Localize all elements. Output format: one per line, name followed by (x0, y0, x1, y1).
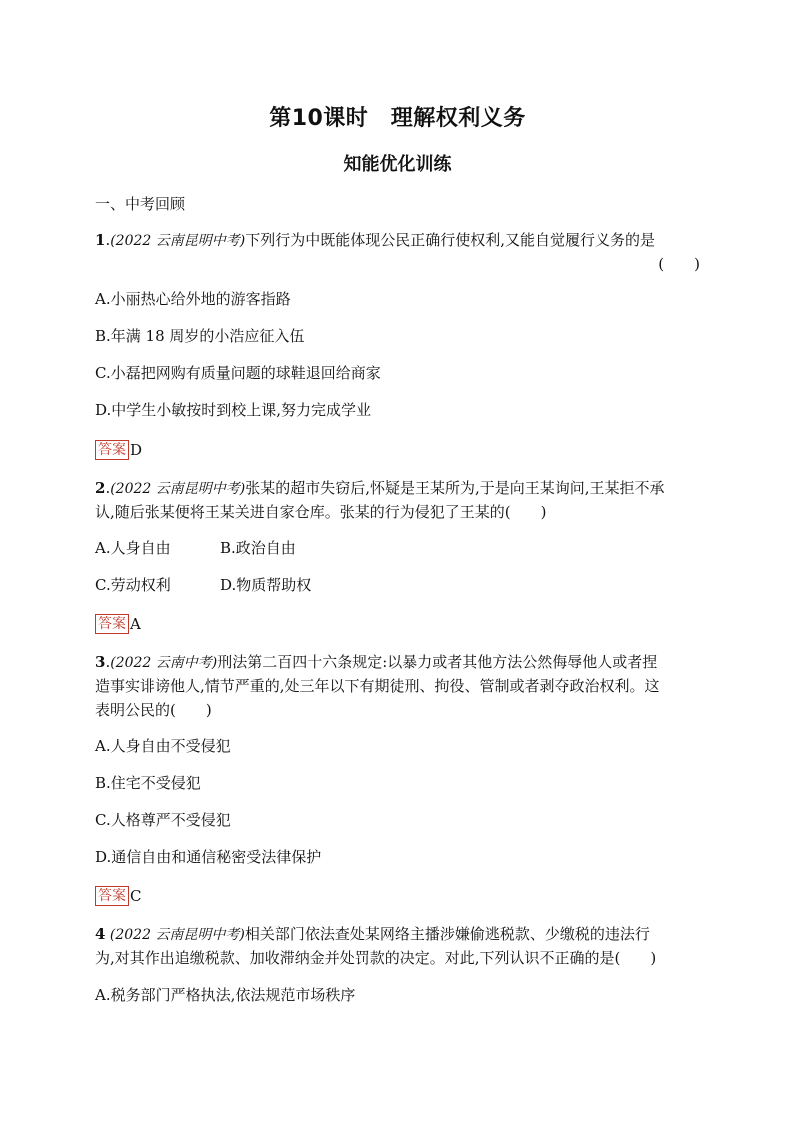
question-2-option-c: C.劳动权利 (95, 576, 171, 594)
question-stem-text: 刑法第二百四十六条规定:以暴力或者其他方法公然侮辱他人或者捏 (217, 653, 658, 671)
question-stem-text: 相关部门依法查处某网络主播涉嫌偷逃税款、少缴税的违法行 (244, 925, 650, 943)
question-source: (2022 云南昆明中考) (110, 233, 246, 249)
lesson-title: 第10课时 理解权利义务 (269, 106, 526, 131)
question-1-stem: 1.(2022 云南昆明中考)下列行为中既能体现公民正确行使权利,又能自觉履行义务的是 (95, 231, 656, 249)
question-number: 1 (95, 231, 106, 249)
question-3-option-d: D.通信自由和通信秘密受法律保护 (95, 848, 322, 866)
question-4-stem-line-1 (95, 923, 650, 946)
question-number: 3 (95, 653, 106, 671)
question-3-answer (95, 885, 141, 907)
answer-value: A (130, 615, 141, 633)
question-3-stem-line-1: 3.(2022 云南中考)刑法第二百四十六条规定:以暴力或者其他方法公然侮辱他人或者捏 (95, 653, 658, 671)
answer-label: 答案 (95, 440, 129, 460)
question-1-option-c: C.小磊把网购有质量问题的球鞋退回给商家 (95, 364, 381, 382)
question-2-options-row-1 (95, 537, 296, 559)
question-2-stem-line-2: 认,随后张某便将王某关进自家仓库。张某的行为侵犯了王某的( ) (95, 503, 547, 521)
question-3-option-a: A.人身自由不受侵犯 (95, 737, 231, 755)
question-2-option-d: D.物质帮助权 (220, 576, 312, 594)
question-1-option-b: B.年满 18 周岁的小浩应征入伍 (95, 327, 305, 345)
question-4-option-a: A.税务部门严格执法,依法规范市场秩序 (95, 986, 356, 1004)
question-3-stem-line-3: 表明公民的( ) (95, 701, 212, 719)
answer-bracket: ( ) (658, 255, 700, 273)
question-3-stem-line-2: 造事实诽谤他人,情节严重的,处三年以下有期徒刑、拘役、管制或者剥夺政治权利。这 (95, 677, 660, 695)
question-1-answer (95, 439, 142, 461)
question-2-option-a: A.人身自由 (95, 539, 171, 557)
answer-label: 答案 (95, 614, 129, 634)
question-3-option-c: C.人格尊严不受侵犯 (95, 811, 231, 829)
question-2-answer (95, 613, 141, 635)
question-source: (2022 云南昆明中考) (110, 481, 246, 497)
question-stem-text: 张某的超市失窃后,怀疑是王某所为,于是向王某询问,王某拒不承 (245, 479, 665, 497)
question-4-stem-line-2: 为,对其作出追缴税款、加收滞纳金并处罚款的决定。对此,下列认识不正确的是( ) (95, 949, 657, 967)
answer-value: D (130, 441, 143, 459)
question-2-stem-line-1: 2.(2022 云南昆明中考)张某的超市失窃后,怀疑是王某所为,于是向王某询问,王某拒不承 (95, 479, 665, 497)
answer-value: C (130, 887, 142, 905)
question-1-option-a: A.小丽热心给外地的游客指路 (95, 290, 291, 308)
question-1-option-d: D.中学生小敏按时到校上课,努力完成学业 (95, 401, 372, 419)
question-number: 4 (95, 925, 106, 943)
question-2-option-b: B.政治自由 (220, 539, 296, 557)
answer-label: 答案 (95, 886, 129, 906)
question-stem-text: 下列行为中既能体现公民正确行使权利,又能自觉履行义务的是 (245, 231, 656, 249)
question-2-options-row-2 (95, 574, 312, 596)
question-source: (2022 云南中考) (110, 655, 218, 671)
section-heading: 一、中考回顾 (95, 195, 186, 213)
question-3-option-b: B.住宅不受侵犯 (95, 774, 201, 792)
question-source: (2022 云南昆明中考) (105, 927, 245, 943)
exercise-subtitle: 知能优化训练 (343, 154, 452, 175)
question-number: 2 (95, 479, 106, 497)
